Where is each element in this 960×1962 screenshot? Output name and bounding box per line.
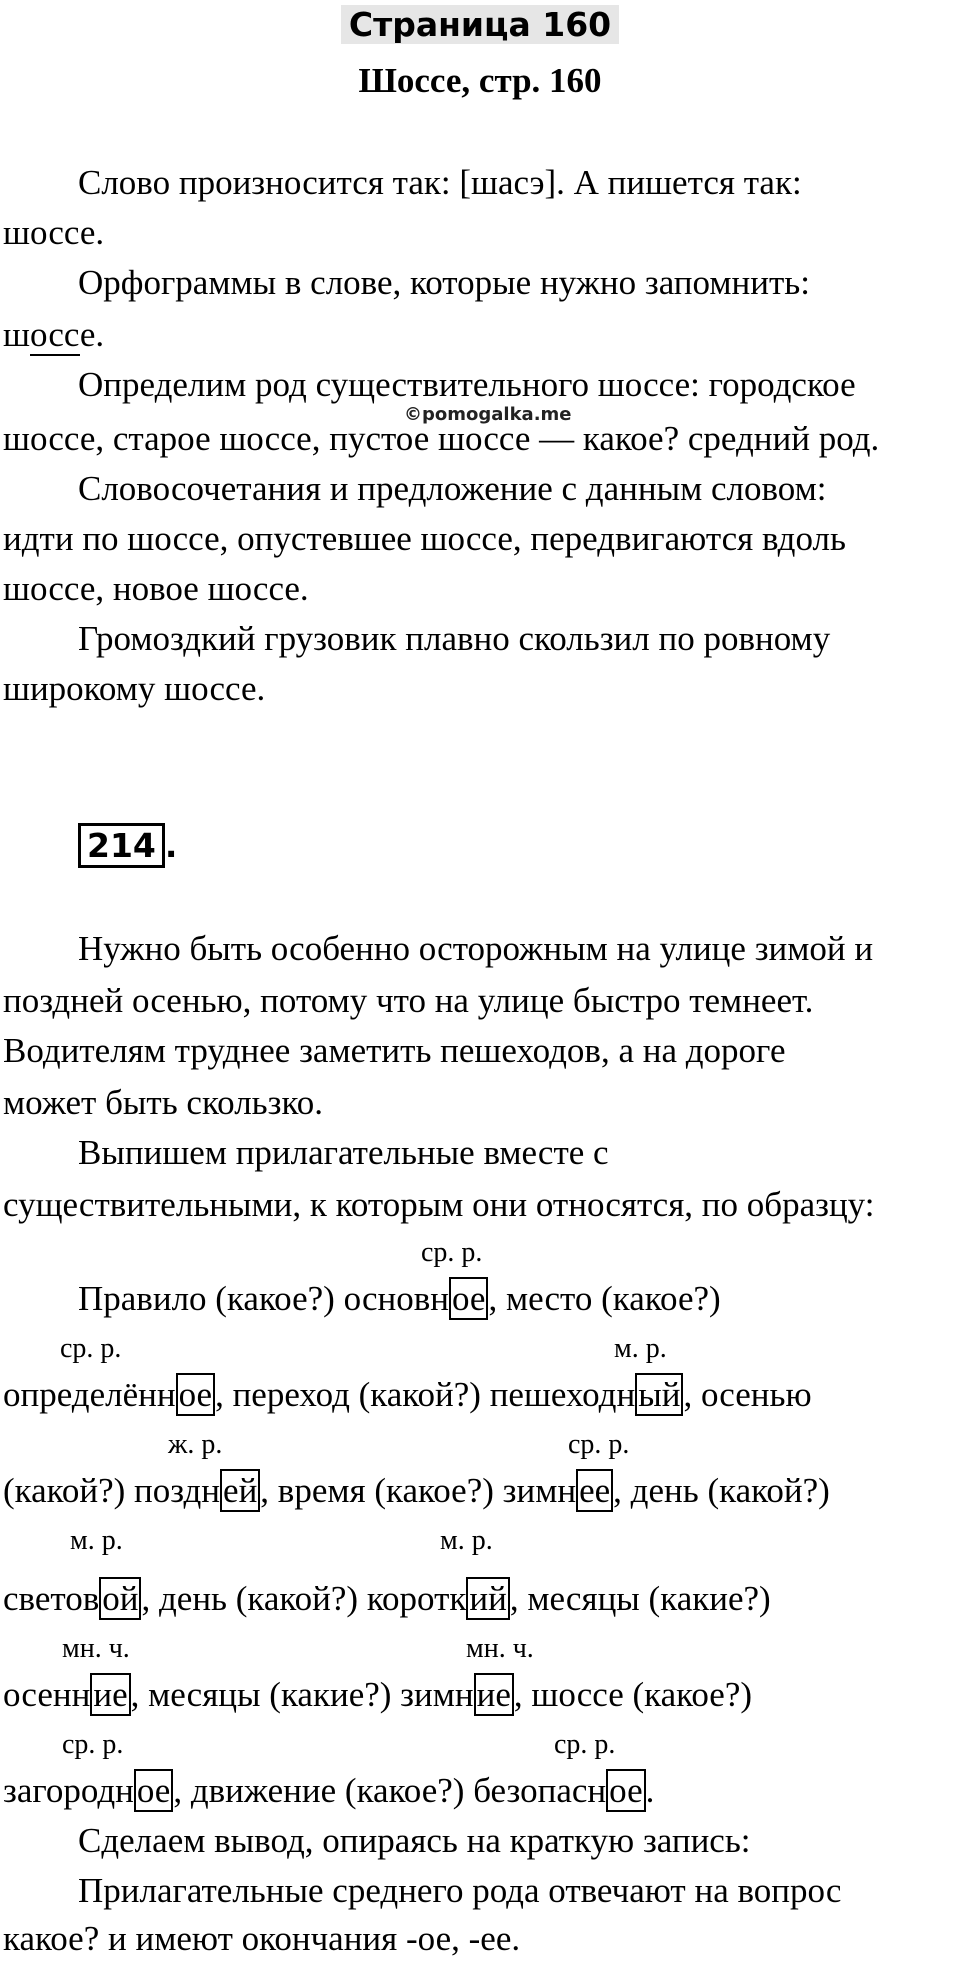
analysis-line: осенние, месяцы (какие?) зимние, шоссе (какое?) bbox=[3, 1675, 753, 1714]
paragraph-line: может быть скользко. bbox=[3, 1083, 323, 1122]
ending-box: ие bbox=[474, 1673, 514, 1716]
number-label: мн. ч. bbox=[466, 1633, 534, 1664]
paragraph-line: Определим род существительного шоссе: городское bbox=[78, 365, 856, 404]
analysis-line: световой, день (какой?) короткий, месяцы (какие?) bbox=[3, 1579, 771, 1618]
analysis-line: Правило (какое?) основное, место (какое?) bbox=[78, 1279, 721, 1318]
paragraph-line: Нужно быть особенно осторожным на улице зимой и bbox=[78, 929, 874, 968]
spelling-word: шоссе. bbox=[3, 315, 105, 354]
gender-label: ср. р. bbox=[62, 1729, 124, 1760]
ending-box: ое bbox=[606, 1769, 645, 1812]
gender-label: м. р. bbox=[70, 1525, 123, 1556]
paragraph-line: шоссе, старое шоссе, пустое шоссе — какое? средний род. bbox=[3, 419, 880, 458]
paragraph-line: Водителям труднее заметить пешеходов, а на дороге bbox=[3, 1031, 786, 1070]
paragraph-line: какое? и имеют окончания -ое, -ее. bbox=[3, 1919, 521, 1958]
analysis-line: определённое, переход (какой?) пешеходный, осенью bbox=[3, 1375, 812, 1414]
paragraph-line: Сделаем вывод, опираясь на краткую запись: bbox=[78, 1821, 751, 1860]
ending-box: ий bbox=[466, 1577, 509, 1620]
ending-box: ый bbox=[635, 1373, 683, 1416]
ending-box: ое bbox=[134, 1769, 173, 1812]
page-title: Шоссе, стр. 160 bbox=[358, 61, 602, 100]
paragraph-line: шоссе. bbox=[3, 213, 105, 252]
ending-box: ее bbox=[576, 1469, 613, 1512]
paragraph-line: Выпишем прилагательные вместе с bbox=[78, 1133, 609, 1172]
ending-box: ое bbox=[176, 1373, 215, 1416]
paragraph-line: шоссе, новое шоссе. bbox=[3, 569, 309, 608]
gender-label: м. р. bbox=[440, 1525, 493, 1556]
paragraph-line: Слово произносится так: [шасэ]. А пишется так: bbox=[78, 163, 802, 202]
gender-label: ср. р. bbox=[421, 1237, 483, 1268]
number-label: мн. ч. bbox=[62, 1633, 130, 1664]
paragraph-line: поздней осенью, потому что на улице быстро темнеет. bbox=[3, 981, 814, 1020]
underlined-orthogram: осс bbox=[29, 315, 80, 354]
page-header: Страница 160 bbox=[0, 2, 960, 48]
analysis-line: (какой?) поздней, время (какое?) зимнее, день (какой?) bbox=[3, 1471, 830, 1510]
exercise-number: 214 . bbox=[78, 824, 177, 868]
paragraph-line: широкому шоссе. bbox=[3, 669, 266, 708]
analysis-line: загородное, движение (какое?) безопасное. bbox=[3, 1771, 655, 1810]
ending-box: ей bbox=[220, 1469, 260, 1512]
paragraph-line: существительными, к которым они относятся, по образцу: bbox=[3, 1185, 875, 1224]
ending-box: ое bbox=[449, 1277, 488, 1320]
ending-box: ие bbox=[90, 1673, 130, 1716]
ending-box: ой bbox=[99, 1577, 141, 1620]
paragraph-line: Орфограммы в слове, которые нужно запомнить: bbox=[78, 263, 810, 302]
gender-label: ср. р. bbox=[60, 1333, 122, 1364]
gender-label: ср. р. bbox=[568, 1429, 630, 1460]
paragraph-line: Словосочетания и предложение с данным словом: bbox=[78, 469, 827, 508]
paragraph-line: Громоздкий грузовик плавно скользил по ровному bbox=[78, 619, 831, 658]
gender-label: м. р. bbox=[614, 1333, 667, 1364]
paragraph-line: Прилагательные среднего рода отвечают на вопрос bbox=[78, 1871, 842, 1910]
gender-label: ж. р. bbox=[168, 1429, 223, 1460]
gender-label: ср. р. bbox=[554, 1729, 616, 1760]
watermark: ©pomogalka.me bbox=[404, 404, 572, 425]
paragraph-line: идти по шоссе, опустевшее шоссе, передвигаются вдоль bbox=[3, 519, 846, 558]
